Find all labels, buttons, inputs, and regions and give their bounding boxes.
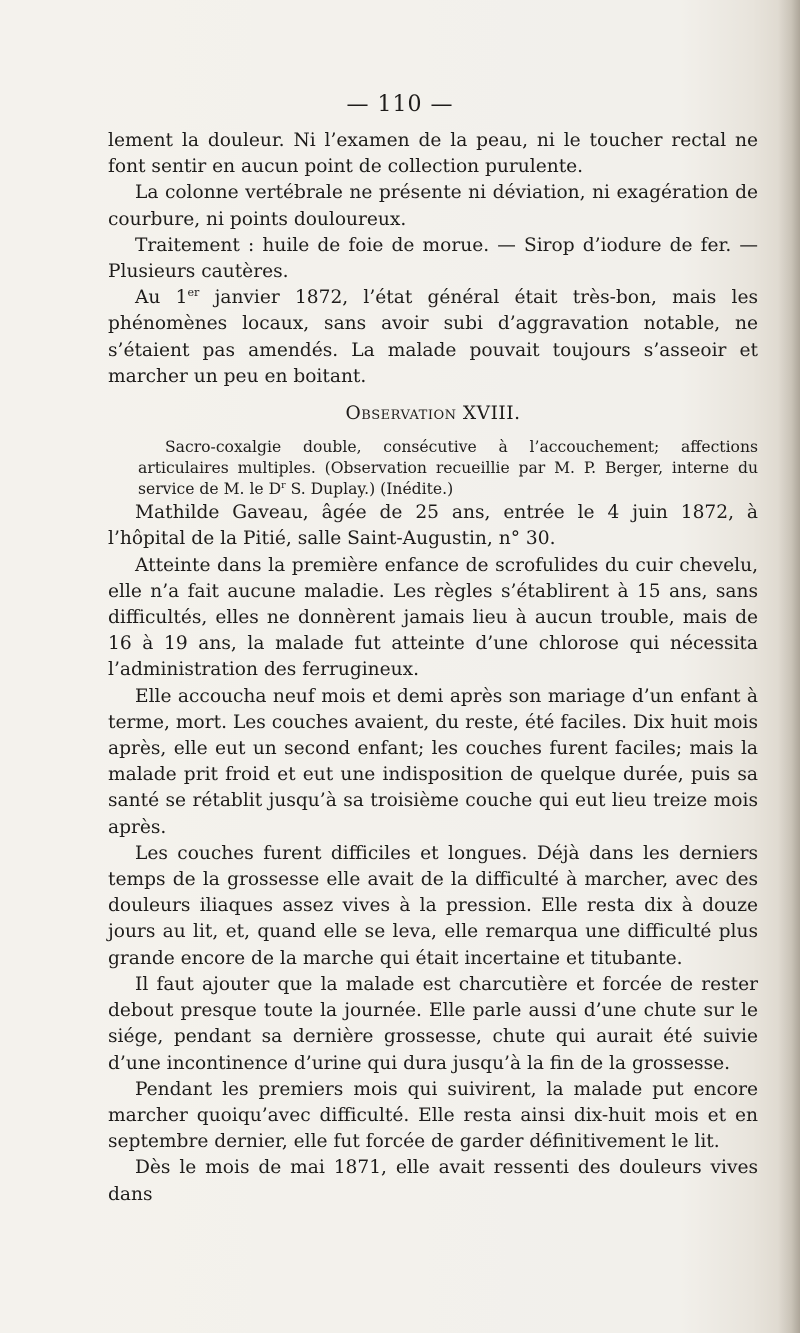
page-number: — 110 —	[346, 92, 454, 117]
text-fragment: Au 1	[135, 287, 188, 309]
paragraph: lement la douleur. Ni l’examen de la peau, ni le toucher rectal ne font sentir en aucun point de collection purulente.	[108, 130, 758, 178]
observation-title: Observation XVIII.	[345, 403, 521, 425]
observation-summary	[108, 437, 758, 500]
paragraph: Il faut ajouter que la malade est charcutière et forcée de rester debout presque toute la journée. Elle parle aussi d’une chute sur le siége, pendant sa dernière grossesse, chute qui aurait été suivie d’une incontinence d’urine qui dura jusqu’à la fin de la grossesse.	[108, 973, 758, 1074]
paragraph: Mathilde Gaveau, âgée de 25 ans, entrée le 4 juin 1872, à l’hôpital de la Pitié, salle Saint-Augustin, n° 30.	[108, 502, 758, 550]
paragraph: Elle accoucha neuf mois et demi après son mariage d’un enfant à terme, mort. Les couches avaient, du reste, été faciles. Dix huit mois après, elle eut un second enfant; les couches furent faciles; mais la malade prit froid et eut une indisposition de quelque durée, puis sa santé se rétablit jusqu’à sa troisième couche qui eut lieu treize mois après.	[108, 685, 758, 838]
text-fragment: Sacro-coxalgie double, consécutive à l’accouchement; affections articulaires multiples. (Observation recueillie par M. P. Berger, interne du service de M. le D	[138, 438, 758, 499]
paragraph: Atteinte dans la première enfance de scrofulides du cuir chevelu, elle n’a fait aucune maladie. Les règles s’établirent à 15 ans, sans difficultés, elles ne donnèrent jamais lieu à aucun trouble, mais de 16 à 19 ans, la malade fut atteinte d’une chlorose qui nécessita l’administration des ferrugineux.	[108, 554, 758, 681]
page-edge-shadow	[778, 0, 800, 1333]
paragraph: Les couches furent difficiles et longues. Déjà dans les derniers temps de la grossesse elle avait de la difficulté à marcher, avec des douleurs iliaques assez vives à la pression. Elle resta dix à douze jours au lit, et, quand elle se leva, elle remarqua une difficulté plus grande encore de la marche qui était incertaine et titubante.	[108, 842, 758, 969]
text-fragment: S. Duplay.) (Inédite.)	[285, 480, 454, 499]
paragraph	[108, 285, 758, 390]
paragraph: La colonne vertébrale ne présente ni déviation, ni exagération de courbure, ni points douloureux.	[108, 182, 758, 230]
paragraph: Traitement : huile de foie de morue. — Sirop d’iodure de fer. — Plusieurs cautères.	[108, 234, 758, 283]
paragraph: Dès le mois de mai 1871, elle avait ressenti des douleurs vives dans	[108, 1157, 758, 1205]
text-fragment: janvier 1872, l’état général était très-bon, mais les phénomènes locaux, sans avoir subi d’aggravation notable, ne s’étaient pas amendés. La malade pouvait toujours s’asseoir et marcher un peu en boitant.	[108, 287, 758, 387]
superscript: er	[187, 286, 200, 300]
superscript: r	[281, 480, 286, 492]
body-text	[108, 128, 758, 1208]
paragraph: Pendant les premiers mois qui suivirent, la malade put encore marcher quoiqu’avec difficulté. Elle resta ainsi dix-huit mois et en septembre dernier, elle fut forcée de garder définitivement le lit.	[108, 1078, 758, 1153]
